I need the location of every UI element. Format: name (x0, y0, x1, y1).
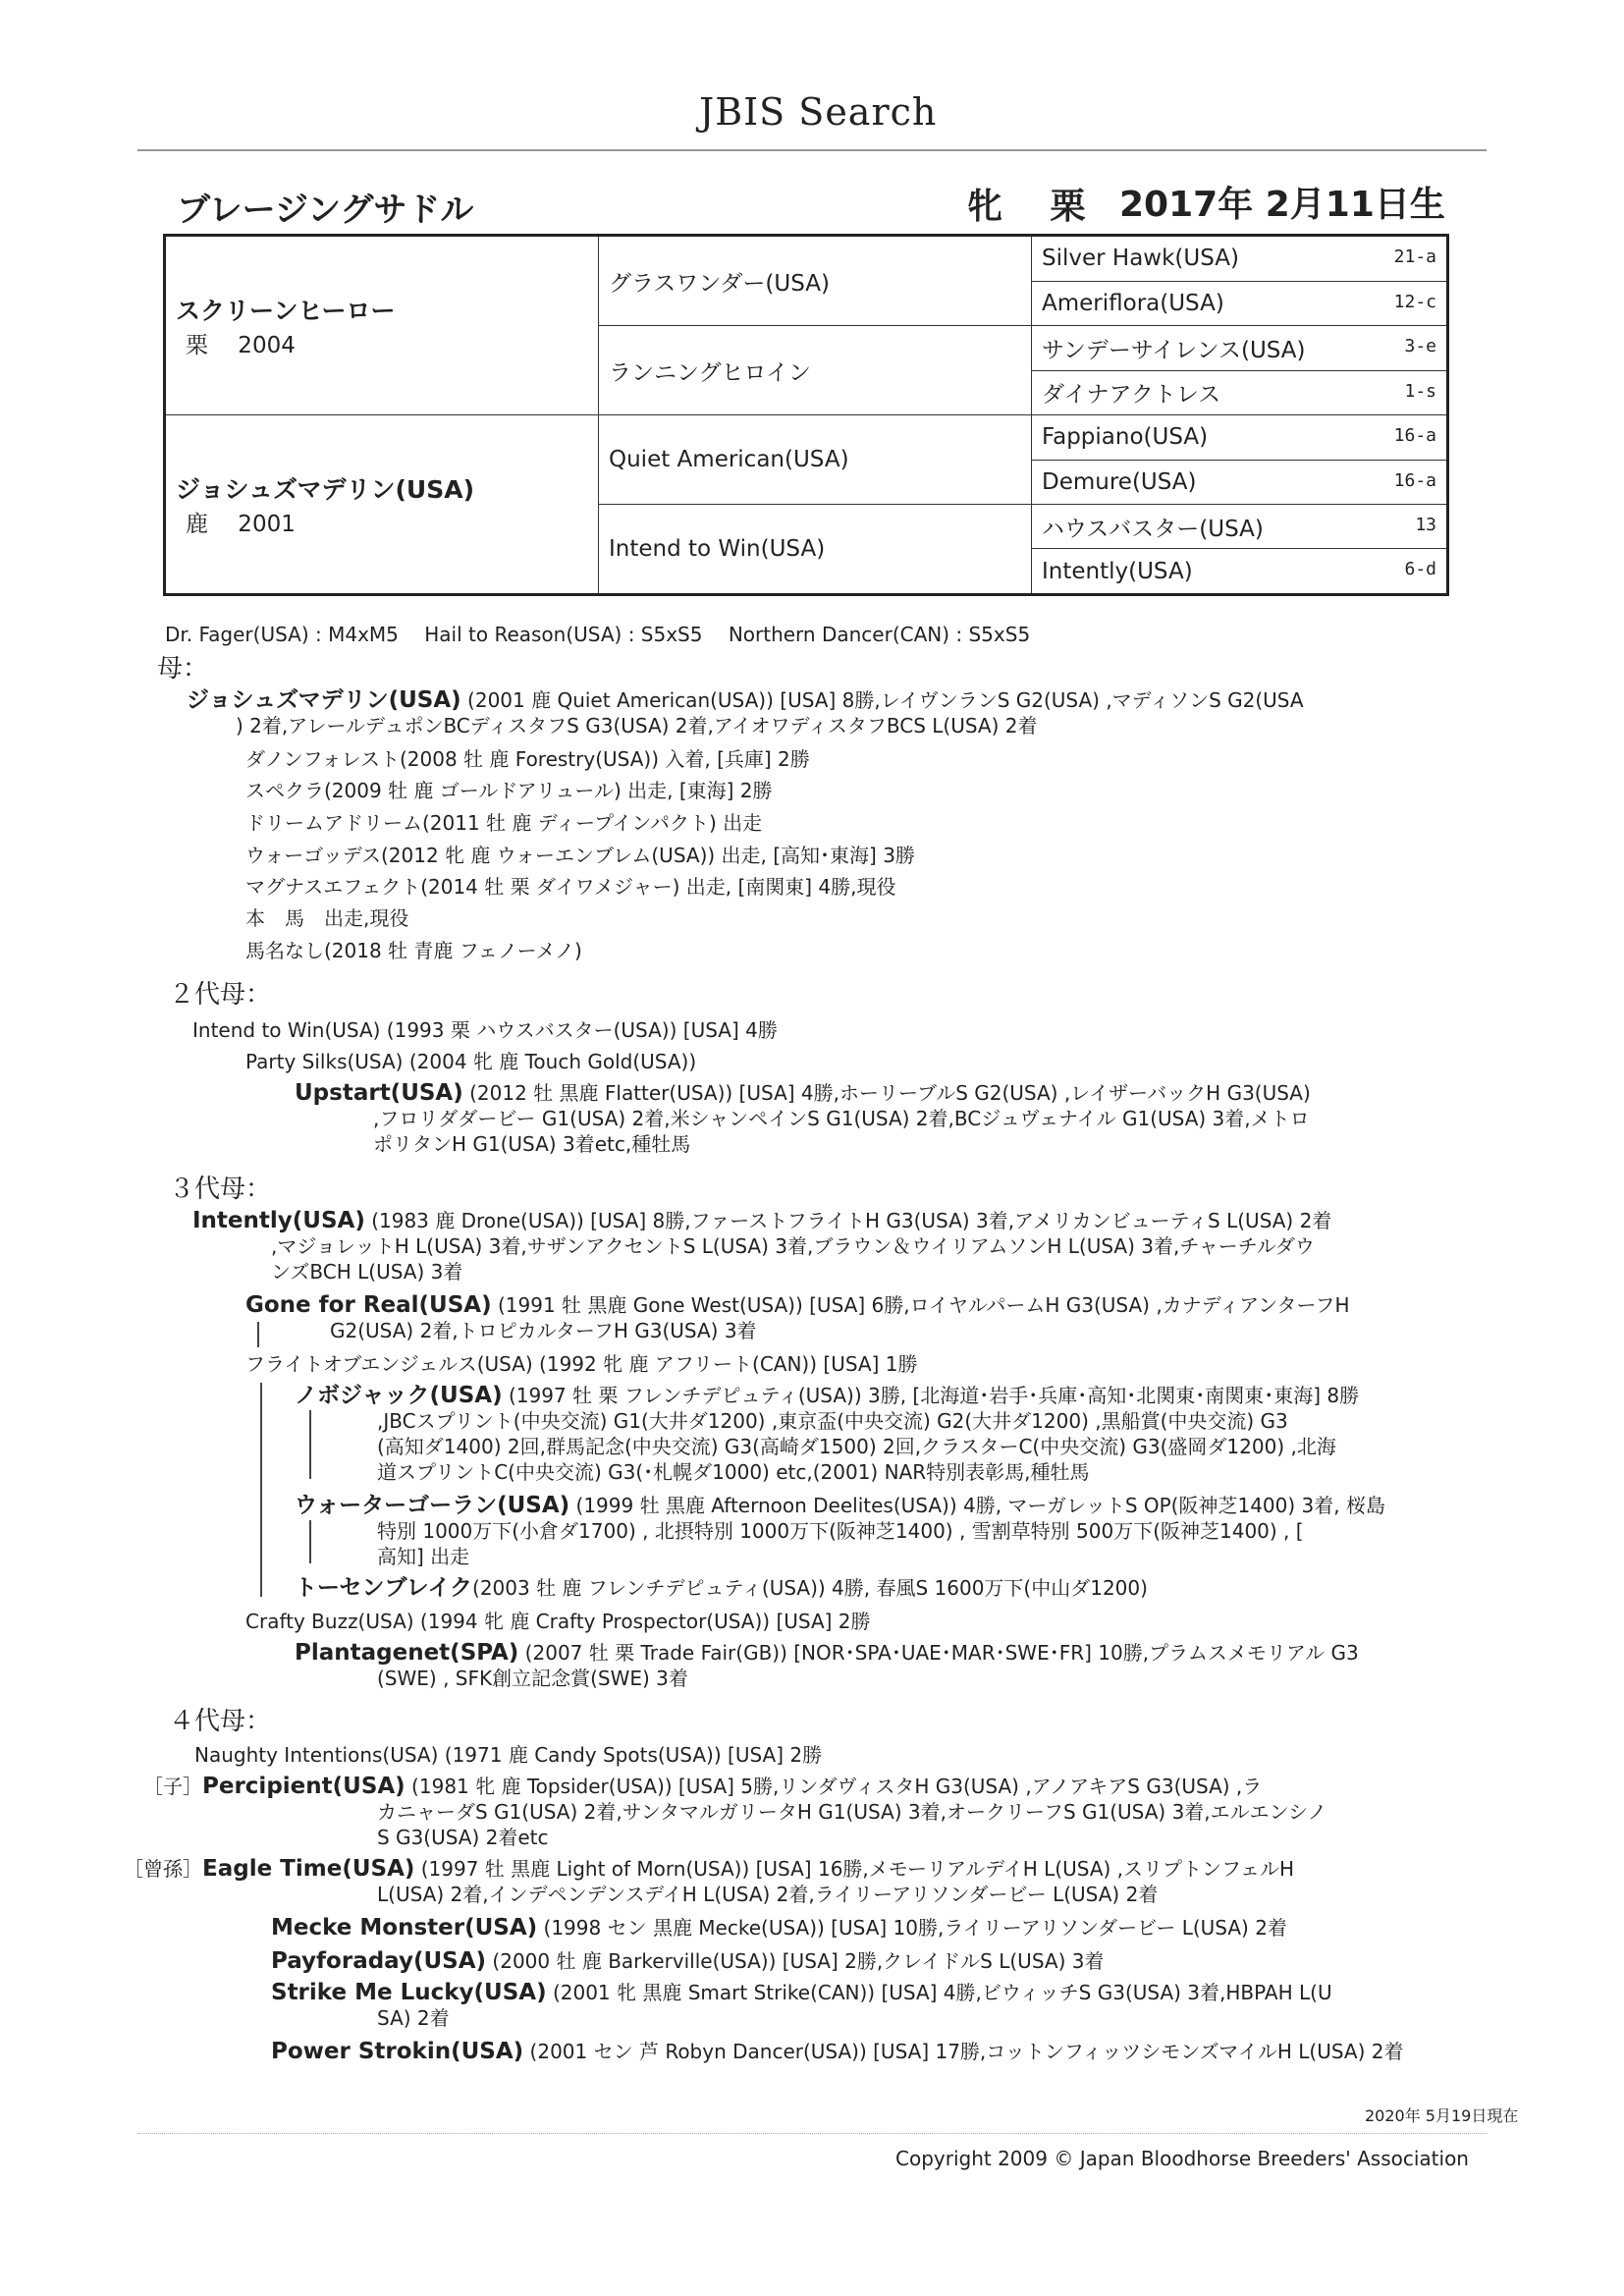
relation-tag: ［子］ (143, 1775, 202, 1798)
footer-divider (137, 2133, 1487, 2134)
record-line: フライトオブエンジェルス(USA) (1992 牝 鹿 アフリート(CAN)) [USA] 1勝 (245, 1352, 918, 1376)
record-line: ポリタンH G1(USA) 3着etc,種牡馬 (373, 1132, 691, 1156)
record-details: (2001 セン 芦 Robyn Dancer(USA)) [USA] 17勝,コットンフィッツシモンズマイルH L(USA) 2着 (523, 2040, 1404, 2063)
logo-text: JBIS Search (699, 90, 938, 134)
ancestor-name: Intently(USA) (1042, 558, 1193, 584)
pedigree-table (163, 234, 1449, 596)
record-line: (高知ダ1400) 2回,群馬記念(中央交流) G3(高崎ダ1500) 2回,クラスターC(中央交流) G3(盛岡ダ1200) ,北海 (377, 1435, 1336, 1458)
horse-record (295, 1080, 1311, 1106)
record-line: Crafty Buzz(USA) (1994 牝 鹿 Crafty Prospector(USA)) [USA] 2勝 (245, 1610, 871, 1633)
ancestor-cell (1032, 236, 1448, 282)
record-horse-name: トーセンブレイク (295, 1575, 473, 1601)
dam-sire-cell: Quiet American(USA) (599, 415, 1032, 505)
record-line: Party Silks(USA) (2004 牝 鹿 Touch Gold(USA)) (245, 1050, 697, 1073)
record-line: マグナスエフェクト(2014 牡 栗 ダイワメジャー) 出走, [南関東] 4勝,現役 (245, 875, 896, 899)
dam-name: ジョシュズマデリン(USA) (176, 475, 475, 504)
sire-cell (165, 236, 599, 415)
ancestor-name: Demure(USA) (1042, 468, 1197, 495)
record-line: ンズBCH L(USA) 3着 (271, 1260, 463, 1284)
record-details: (2001 牝 黒鹿 Smart Strike(CAN)) [USA] 4勝,ビウィッチS G3(USA) 3着,HBPAH L(U (546, 1981, 1332, 2004)
descent-bar (309, 1410, 311, 1479)
record-line: ,JBCスプリント(中央交流) G1(大井ダ1200) ,東京盃(中央交流) G2(大井ダ1200) ,黒船賞(中央交流) G3 (377, 1409, 1288, 1433)
dam-cell (165, 415, 599, 595)
record-details: (1998 セン 黒鹿 Mecke(USA)) [USA] 10勝,ライリーアリソンダービー L(USA) 2着 (537, 1916, 1287, 1940)
record-line: Intend to Win(USA) (1993 栗 ハウスバスター(USA)) [USA] 4勝 (192, 1018, 778, 1042)
horse-record (245, 1292, 1350, 1318)
horse-record (192, 1208, 1331, 1233)
relation-tag: ［曾孫］ (124, 1857, 202, 1881)
record-line: 道スプリントC(中央交流) G3(･札幌ダ1000) etc,(2001) NAR特別表彰馬,種牡馬 (377, 1460, 1090, 1484)
ancestor-cell (1032, 281, 1448, 326)
record-horse-name: Gone for Real(USA) (245, 1292, 492, 1318)
copyright: Copyright 2009 © Japan Bloodhorse Breeders' Association (895, 2147, 1469, 2170)
horse-record (295, 1383, 1359, 1408)
horse-record (271, 1980, 1332, 2005)
section-heading: 母： (157, 654, 209, 683)
sire-color-year: 栗 2004 (186, 333, 296, 358)
section-heading: ４代母： (169, 1707, 272, 1736)
horse-record (295, 1493, 1385, 1518)
record-line: (SWE) , SFK創立記念賞(SWE) 3着 (377, 1667, 688, 1690)
record-details: (2001 鹿 Quiet American(USA)) [USA] 8勝,レイヴンランS G2(USA) ,マディソンS G2(USA (460, 688, 1304, 712)
ancestor-cell (1032, 415, 1448, 461)
sire-name: スクリーンヒーロー (176, 297, 396, 325)
record-details: (2003 牡 鹿 フレンチデピュティ(USA)) 4勝, 春風S 1600万下(中山ダ1200) (472, 1576, 1148, 1600)
record-details: (1991 牡 黒鹿 Gone West(USA)) [USA] 6勝,ロイヤルパームH G3(USA) ,カナディアンターフH (491, 1293, 1350, 1317)
family-number: 3-e (1404, 336, 1436, 356)
family-number: 13 (1415, 515, 1436, 535)
horse-record (295, 1640, 1359, 1666)
record-line: G2(USA) 2着,トロピカルターフH G3(USA) 3着 (330, 1319, 757, 1342)
family-number: 16-a (1393, 425, 1436, 446)
record-horse-name: Upstart(USA) (295, 1080, 463, 1106)
record-line: カニャーダS G1(USA) 2着,サンタマルガリータH G1(USA) 3着,オークリーフS G1(USA) 3着,エルエンシノ (377, 1800, 1327, 1824)
record-horse-name: Intently(USA) (192, 1208, 365, 1233)
record-horse-name: Plantagenet(SPA) (295, 1640, 519, 1666)
record-horse-name: ウォーターゴーラン(USA) (295, 1493, 570, 1518)
record-line: ウォーゴッデス(2012 牝 鹿 ウォーエンブレム(USA)) 出走, [高知･東海] 3勝 (245, 844, 915, 867)
record-details: (1999 牡 黒鹿 Afternoon Deelites(USA)) 4勝, マーガレットS OP(阪神芝1400) 3着, 桜島 (569, 1494, 1385, 1517)
descent-bar (309, 1520, 311, 1563)
ancestor-cell (1032, 326, 1448, 371)
dam-dam-cell: Intend to Win(USA) (599, 505, 1032, 595)
record-horse-name: ノボジャック(USA) (295, 1383, 503, 1408)
dam-color-year: 鹿 2001 (186, 512, 296, 537)
horse-record (271, 1915, 1287, 1941)
record-line: ドリームアドリーム(2011 牡 鹿 ディープインパクト) 出走 (245, 811, 763, 835)
header-divider (137, 149, 1487, 151)
ancestor-cell (1032, 549, 1448, 595)
record-line: L(USA) 2着,インデペンデンスデイH L(USA) 2着,ライリーアリソンダービー L(USA) 2着 (377, 1883, 1159, 1906)
record-horse-name: Eagle Time(USA) (202, 1856, 415, 1882)
record-line: S G3(USA) 2着etc (377, 1826, 549, 1849)
horse-record (271, 1948, 1104, 1974)
descent-bar (257, 1322, 259, 1347)
descent-bar (260, 1383, 262, 1597)
sire-sire-cell: グラスワンダー(USA) (599, 236, 1032, 326)
ancestor-name: ハウスバスター(USA) (1042, 516, 1264, 542)
horse-birth-date: 2017年 2月11日生 (1119, 185, 1445, 225)
horse-name: ブレージングサドル (177, 191, 474, 230)
horse-record (187, 687, 1304, 713)
record-line: 馬名なし(2018 牡 青鹿 フェノーメノ) (245, 939, 582, 962)
ancestor-name: Silver Hawk(USA) (1042, 246, 1239, 272)
horse-record (271, 2039, 1404, 2064)
inbreeding-summary: Dr. Fager(USA) : M4xM5 Hail to Reason(USA) : S5xS5 Northern Dancer(CAN) : S5xS5 (165, 623, 1031, 646)
record-details: (2012 牡 黒鹿 Flatter(USA)) [USA] 4勝,ホーリーブルS G2(USA) ,レイザーバックH G3(USA) (462, 1081, 1311, 1105)
record-details: (1997 牡 栗 フレンチデピュティ(USA)) 3勝, [北海道･岩手･兵庫･高知･北関東･南関東･東海] 8勝 (502, 1384, 1360, 1407)
record-line: ,フロリダダービー G1(USA) 2着,米シャンペインS G1(USA) 2着,BCジュヴェナイル G1(USA) 3着,メトロ (373, 1107, 1310, 1130)
record-line: 本 馬 出走,現役 (245, 906, 409, 930)
section-heading: ３代母： (169, 1175, 272, 1204)
horse-record (295, 1575, 1148, 1601)
record-details: (1981 牝 鹿 Topsider(USA)) [USA] 5勝,リンダヴィスタH G3(USA) ,アノアキアS G3(USA) ,ラ (405, 1775, 1263, 1798)
record-details: (2000 牡 鹿 Barkerville(USA)) [USA] 2勝,クレイドルS L(USA) 3着 (486, 1949, 1105, 1973)
record-details: (2007 牡 栗 Trade Fair(GB)) [NOR･SPA･UAE･MAR･SWE･FR] 10勝,プラムスメモリアル G3 (518, 1641, 1359, 1665)
ancestor-cell (1032, 460, 1448, 505)
ancestor-name: Ameriflora(USA) (1042, 290, 1224, 316)
family-number: 1-s (1404, 380, 1436, 402)
record-horse-name: Power Strokin(USA) (271, 2039, 524, 2064)
horse-record (143, 1774, 1263, 1799)
record-horse-name: Percipient(USA) (202, 1774, 406, 1799)
record-line: スペクラ(2009 牡 鹿 ゴールドアリュール) 出走, [東海] 2勝 (245, 779, 773, 802)
ancestor-cell (1032, 370, 1448, 415)
record-line: 特別 1000万下(小倉ダ1700) , 北摂特別 1000万下(阪神芝1400) , 雪割草特別 500万下(阪神芝1400) , [ (377, 1519, 1304, 1543)
record-line: ,マジョレットH L(USA) 3着,サザンアクセントS L(USA) 3着,ブラウン＆ウイリアムソンH L(USA) 3着,チャーチルダウ (271, 1234, 1315, 1258)
record-line: ) 2着,アレールデュポンBCディスタフS G3(USA) 2着,アイオワディスタフBCS L(USA) 2着 (236, 714, 1038, 738)
record-line: 高知] 出走 (377, 1545, 470, 1568)
sire-dam-cell: ランニングヒロイン (599, 326, 1032, 415)
record-line: Naughty Intentions(USA) (1971 鹿 Candy Spots(USA)) [USA] 2勝 (194, 1743, 823, 1767)
family-number: 12-c (1393, 291, 1436, 312)
family-number: 21-a (1393, 246, 1436, 267)
record-details: (1997 牡 黒鹿 Light of Morn(USA)) [USA] 16勝,メモーリアルデイH L(USA) ,スリプトンフェルH (414, 1857, 1295, 1881)
family-number: 6-d (1404, 559, 1436, 580)
ancestor-name: Fappiano(USA) (1042, 424, 1209, 451)
section-heading: ２代母： (169, 980, 272, 1010)
ancestor-cell (1032, 505, 1448, 549)
ancestor-name: サンデーサイレンス(USA) (1042, 337, 1306, 363)
record-horse-name: Strike Me Lucky(USA) (271, 1980, 547, 2005)
record-horse-name: ジョシュズマデリン(USA) (187, 687, 461, 713)
record-line: SA) 2着 (377, 2006, 450, 2030)
record-horse-name: Mecke Monster(USA) (271, 1915, 538, 1941)
ancestor-name: ダイナアクトレス (1042, 382, 1221, 409)
family-number: 16-a (1393, 469, 1436, 491)
horse-sex-color: 牝 栗 (967, 187, 1104, 227)
as-of-date: 2020年 5月19日現在 (1365, 2106, 1519, 2125)
record-line: ダノンフォレスト(2008 牡 鹿 Forestry(USA)) 入着, [兵庫] 2勝 (245, 747, 810, 771)
record-horse-name: Payforaday(USA) (271, 1948, 487, 1974)
horse-record (124, 1856, 1295, 1882)
record-details: (1983 鹿 Drone(USA)) [USA] 8勝,ファーストフライトH G3(USA) 3着,アメリカンビューティS L(USA) 2着 (364, 1209, 1332, 1232)
jbis-search-logo (699, 90, 937, 134)
